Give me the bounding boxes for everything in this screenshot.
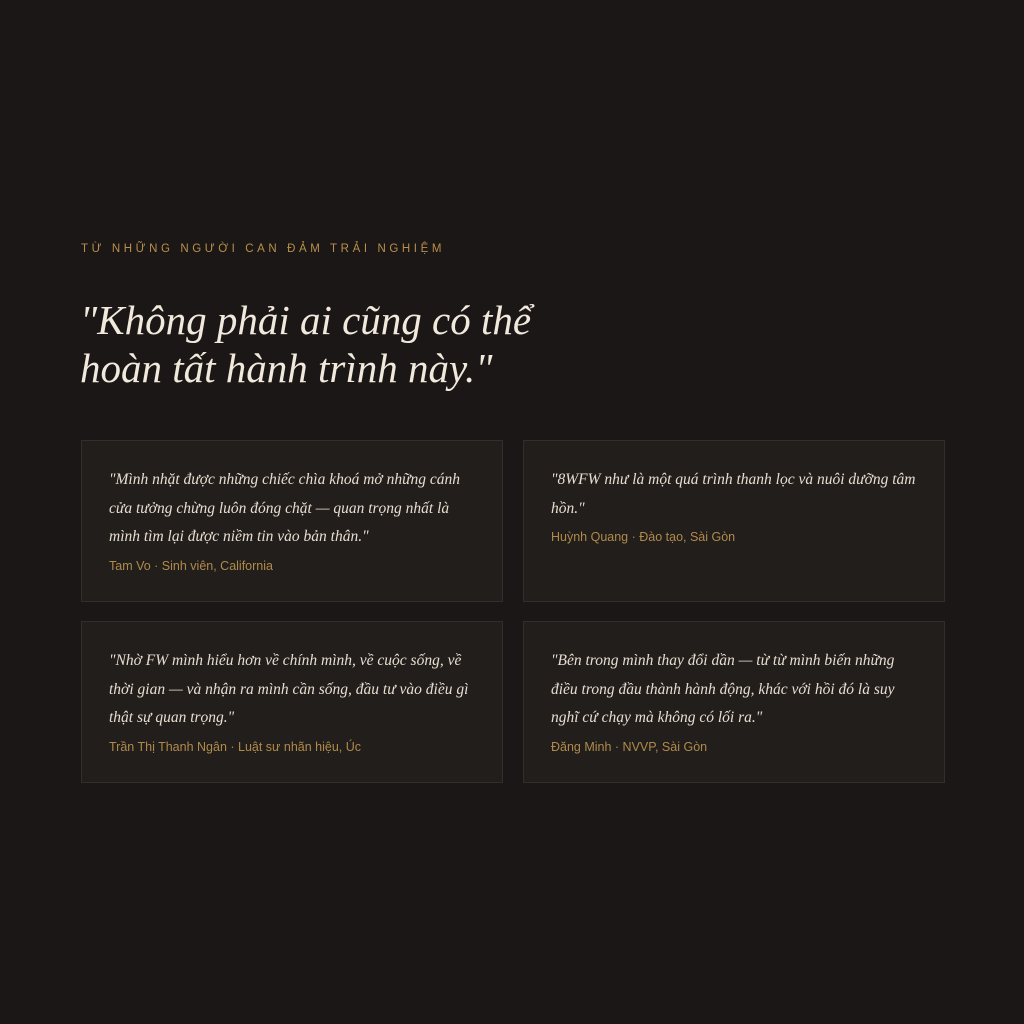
testimonial-quote: "Bên trong mình thay đổi dần — từ từ mình biến những điều trong đầu thành hành động, khác với hồi đó là suy nghĩ cứ chạy mà không có lối ra.": [551, 652, 895, 726]
testimonial-quote: "Nhờ FW mình hiểu hơn về chính mình, về cuộc sống, về thời gian — và nhận ra mình cần sống, đầu tư vào điều gì thật sự quan trọng.": [109, 652, 469, 726]
testimonial-card: [81, 440, 503, 602]
headline-line-2: hoàn tất hành trình này.": [80, 345, 493, 391]
section-eyebrow: TỪ NHỮNG NGƯỜI CAN ĐẢM TRẢI NGHIỆM: [81, 243, 446, 255]
headline-line-1: "Không phải ai cũng có thể: [80, 297, 532, 343]
testimonial-card: [81, 621, 503, 783]
testimonial-card: [523, 440, 945, 602]
testimonial-quote: "8WFW như là một quá trình thanh lọc và nuôi dưỡng tâm hồn.": [551, 471, 916, 517]
testimonial-quote: "Mình nhặt được những chiếc chìa khoá mở những cánh cửa tưởng chừng luôn đóng chặt — quan trọng nhất là mình tìm lại được niềm tin vào bản thân.": [109, 471, 461, 545]
section-headline: [80, 296, 600, 392]
testimonial-author: Huỳnh Quang · Đào tạo, Sài Gòn: [551, 530, 736, 544]
testimonial-grid: [81, 440, 945, 783]
testimonial-author: Đăng Minh · NVVP, Sài Gòn: [551, 739, 708, 754]
testimonial-card: [523, 621, 945, 783]
testimonial-author: Tam Vo · Sinh viên, California: [109, 558, 273, 573]
testimonial-author: Trần Thị Thanh Ngân · Luật sư nhãn hiệu, Úc: [109, 739, 362, 754]
